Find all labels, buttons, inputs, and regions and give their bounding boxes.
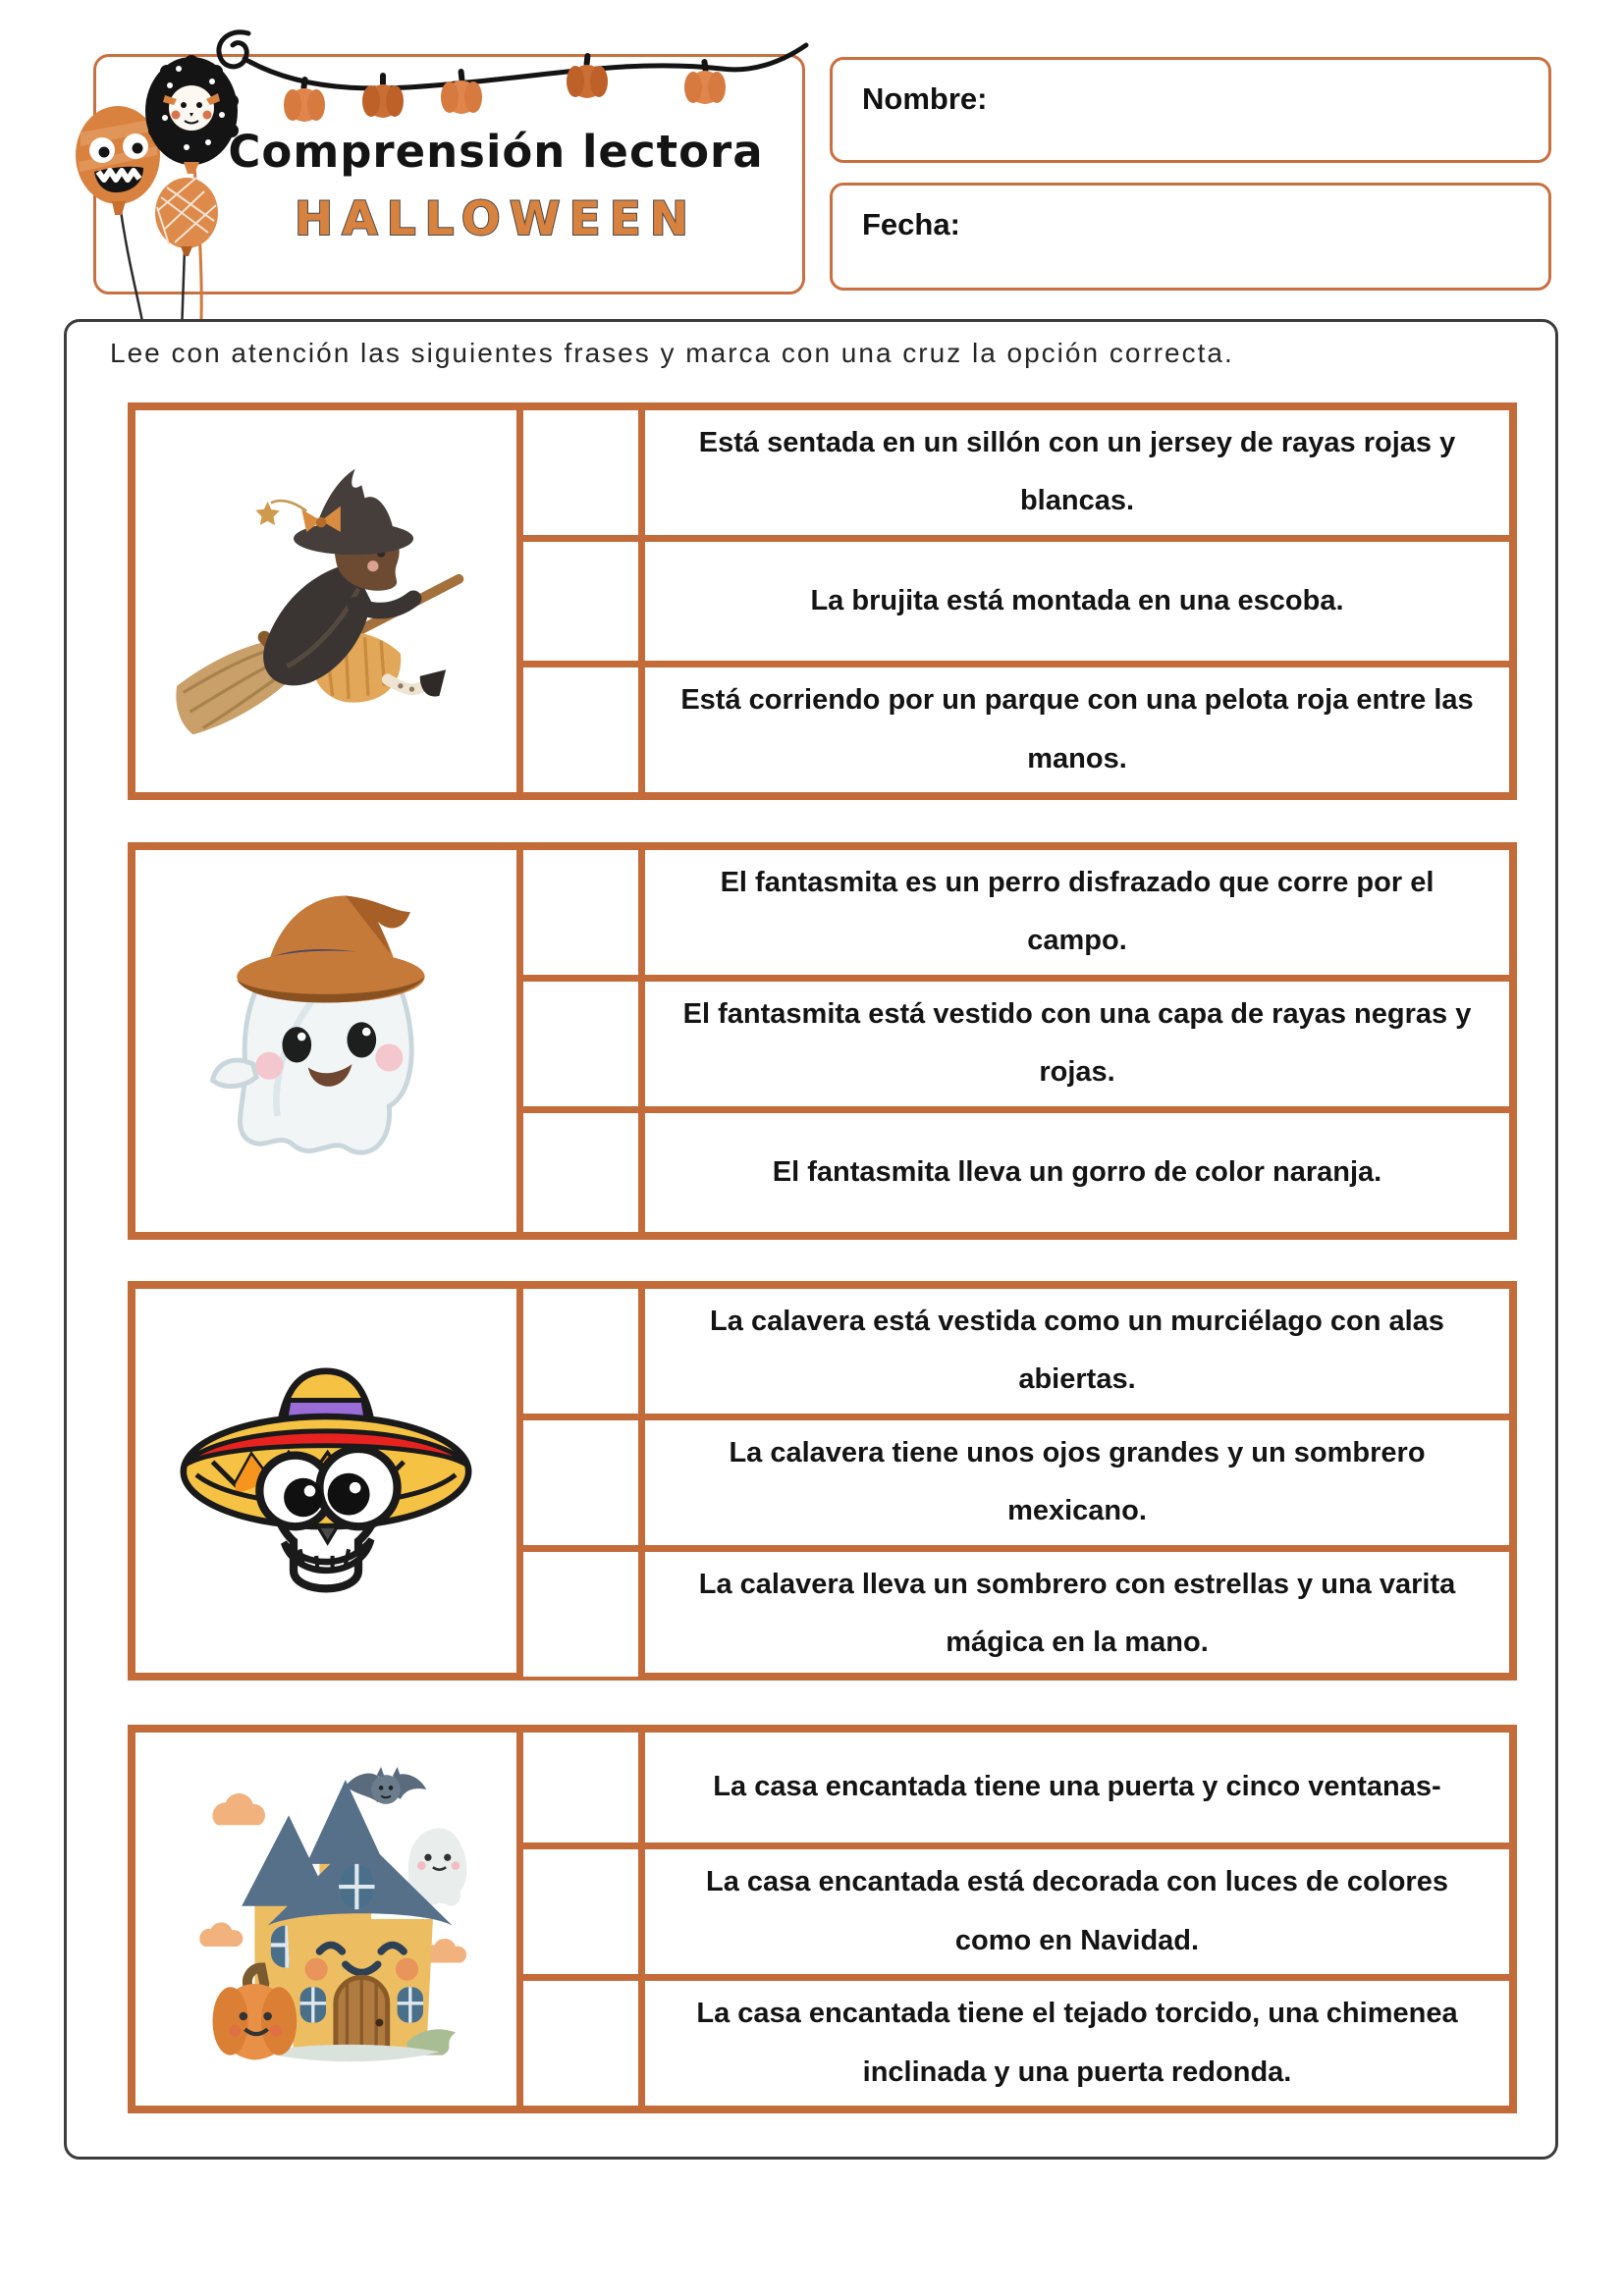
name-field[interactable] xyxy=(830,57,1551,163)
pumpkin-icon xyxy=(567,53,608,98)
statement-text: La calavera lleva un sombrero con estrellas y una varita mágica en la mano. xyxy=(698,1568,1456,1659)
worksheet-subtitle: HALLOWEEN xyxy=(294,192,698,246)
haunted-house-icon xyxy=(164,1757,488,2081)
witch-illustration xyxy=(135,410,523,792)
skull-illustration xyxy=(135,1289,523,1673)
question-block-haunted-house xyxy=(128,1725,1517,2113)
statement-text: La brujita está montada en una escoba. xyxy=(810,584,1344,616)
statement-text: Está sentada en un sillón con un jersey de rayas rojas y blancas. xyxy=(698,427,1456,517)
skull-sombrero-icon xyxy=(164,1319,488,1643)
witch-on-broom-icon xyxy=(164,440,488,764)
answer-checkbox[interactable] xyxy=(523,410,645,535)
answer-checkbox[interactable] xyxy=(523,1733,645,1842)
answer-checkbox[interactable] xyxy=(523,542,645,661)
answer-checkbox[interactable] xyxy=(523,850,645,975)
ghost-illustration xyxy=(135,850,523,1232)
statement-text: La calavera está vestida como un murciélago con alas abiertas. xyxy=(710,1306,1444,1396)
statement-text: La casa encantada tiene el tejado torcido, una chimenea inclinada y una puerta redonda. xyxy=(696,1998,1458,2088)
answer-checkbox[interactable] xyxy=(523,1552,645,1677)
crosshatch-balloon-icon xyxy=(155,178,218,256)
name-label: Nombre: xyxy=(862,81,988,116)
answer-checkbox[interactable] xyxy=(523,1981,645,2106)
answer-checkbox[interactable] xyxy=(523,1420,645,1545)
statement-text: La casa encantada está decorada con luces de colores como en Navidad. xyxy=(706,1866,1448,1956)
question-block-ghost xyxy=(128,842,1517,1240)
answer-checkbox[interactable] xyxy=(523,982,645,1106)
pumpkin-garland-icon xyxy=(191,26,810,135)
answer-checkbox[interactable] xyxy=(523,1849,645,1974)
haunted-house-illustration xyxy=(135,1733,523,2106)
cloud-icon xyxy=(212,1793,264,1825)
date-field[interactable] xyxy=(830,183,1551,291)
instruction-text: Lee con atención las siguientes frases y marca con una cruz la opción correcta. xyxy=(110,338,1234,368)
cloud-icon xyxy=(199,1922,243,1947)
statement-text: La calavera tiene unos ojos grandes y un sombrero mexicano. xyxy=(729,1436,1426,1527)
statement-text: Está corriendo por un parque con una pelota roja entre las manos. xyxy=(680,684,1474,774)
date-label: Fecha: xyxy=(862,207,960,241)
statement-text: El fantasmita está vestido con una capa de rayas negras y rojas. xyxy=(682,997,1472,1089)
question-block-witch xyxy=(128,402,1517,800)
answer-checkbox[interactable] xyxy=(523,667,645,792)
statement-text: El fantasmita es un perro disfrazado que corre por el campo. xyxy=(720,867,1435,957)
worksheet-title: Comprensión lectora xyxy=(228,126,764,178)
statement-text: El fantasmita lleva un gorro de color naranja. xyxy=(772,1155,1382,1188)
answer-checkbox[interactable] xyxy=(523,1113,645,1232)
ghost-with-hat-icon xyxy=(164,880,488,1203)
answer-checkbox[interactable] xyxy=(523,1289,645,1414)
question-block-skull xyxy=(128,1281,1517,1681)
pumpkin-icon xyxy=(441,69,482,114)
statement-text: La casa encantada tiene una puerta y cinco ventanas- xyxy=(713,1771,1441,1803)
bat-icon xyxy=(346,1767,427,1804)
pumpkin-icon xyxy=(362,73,404,118)
